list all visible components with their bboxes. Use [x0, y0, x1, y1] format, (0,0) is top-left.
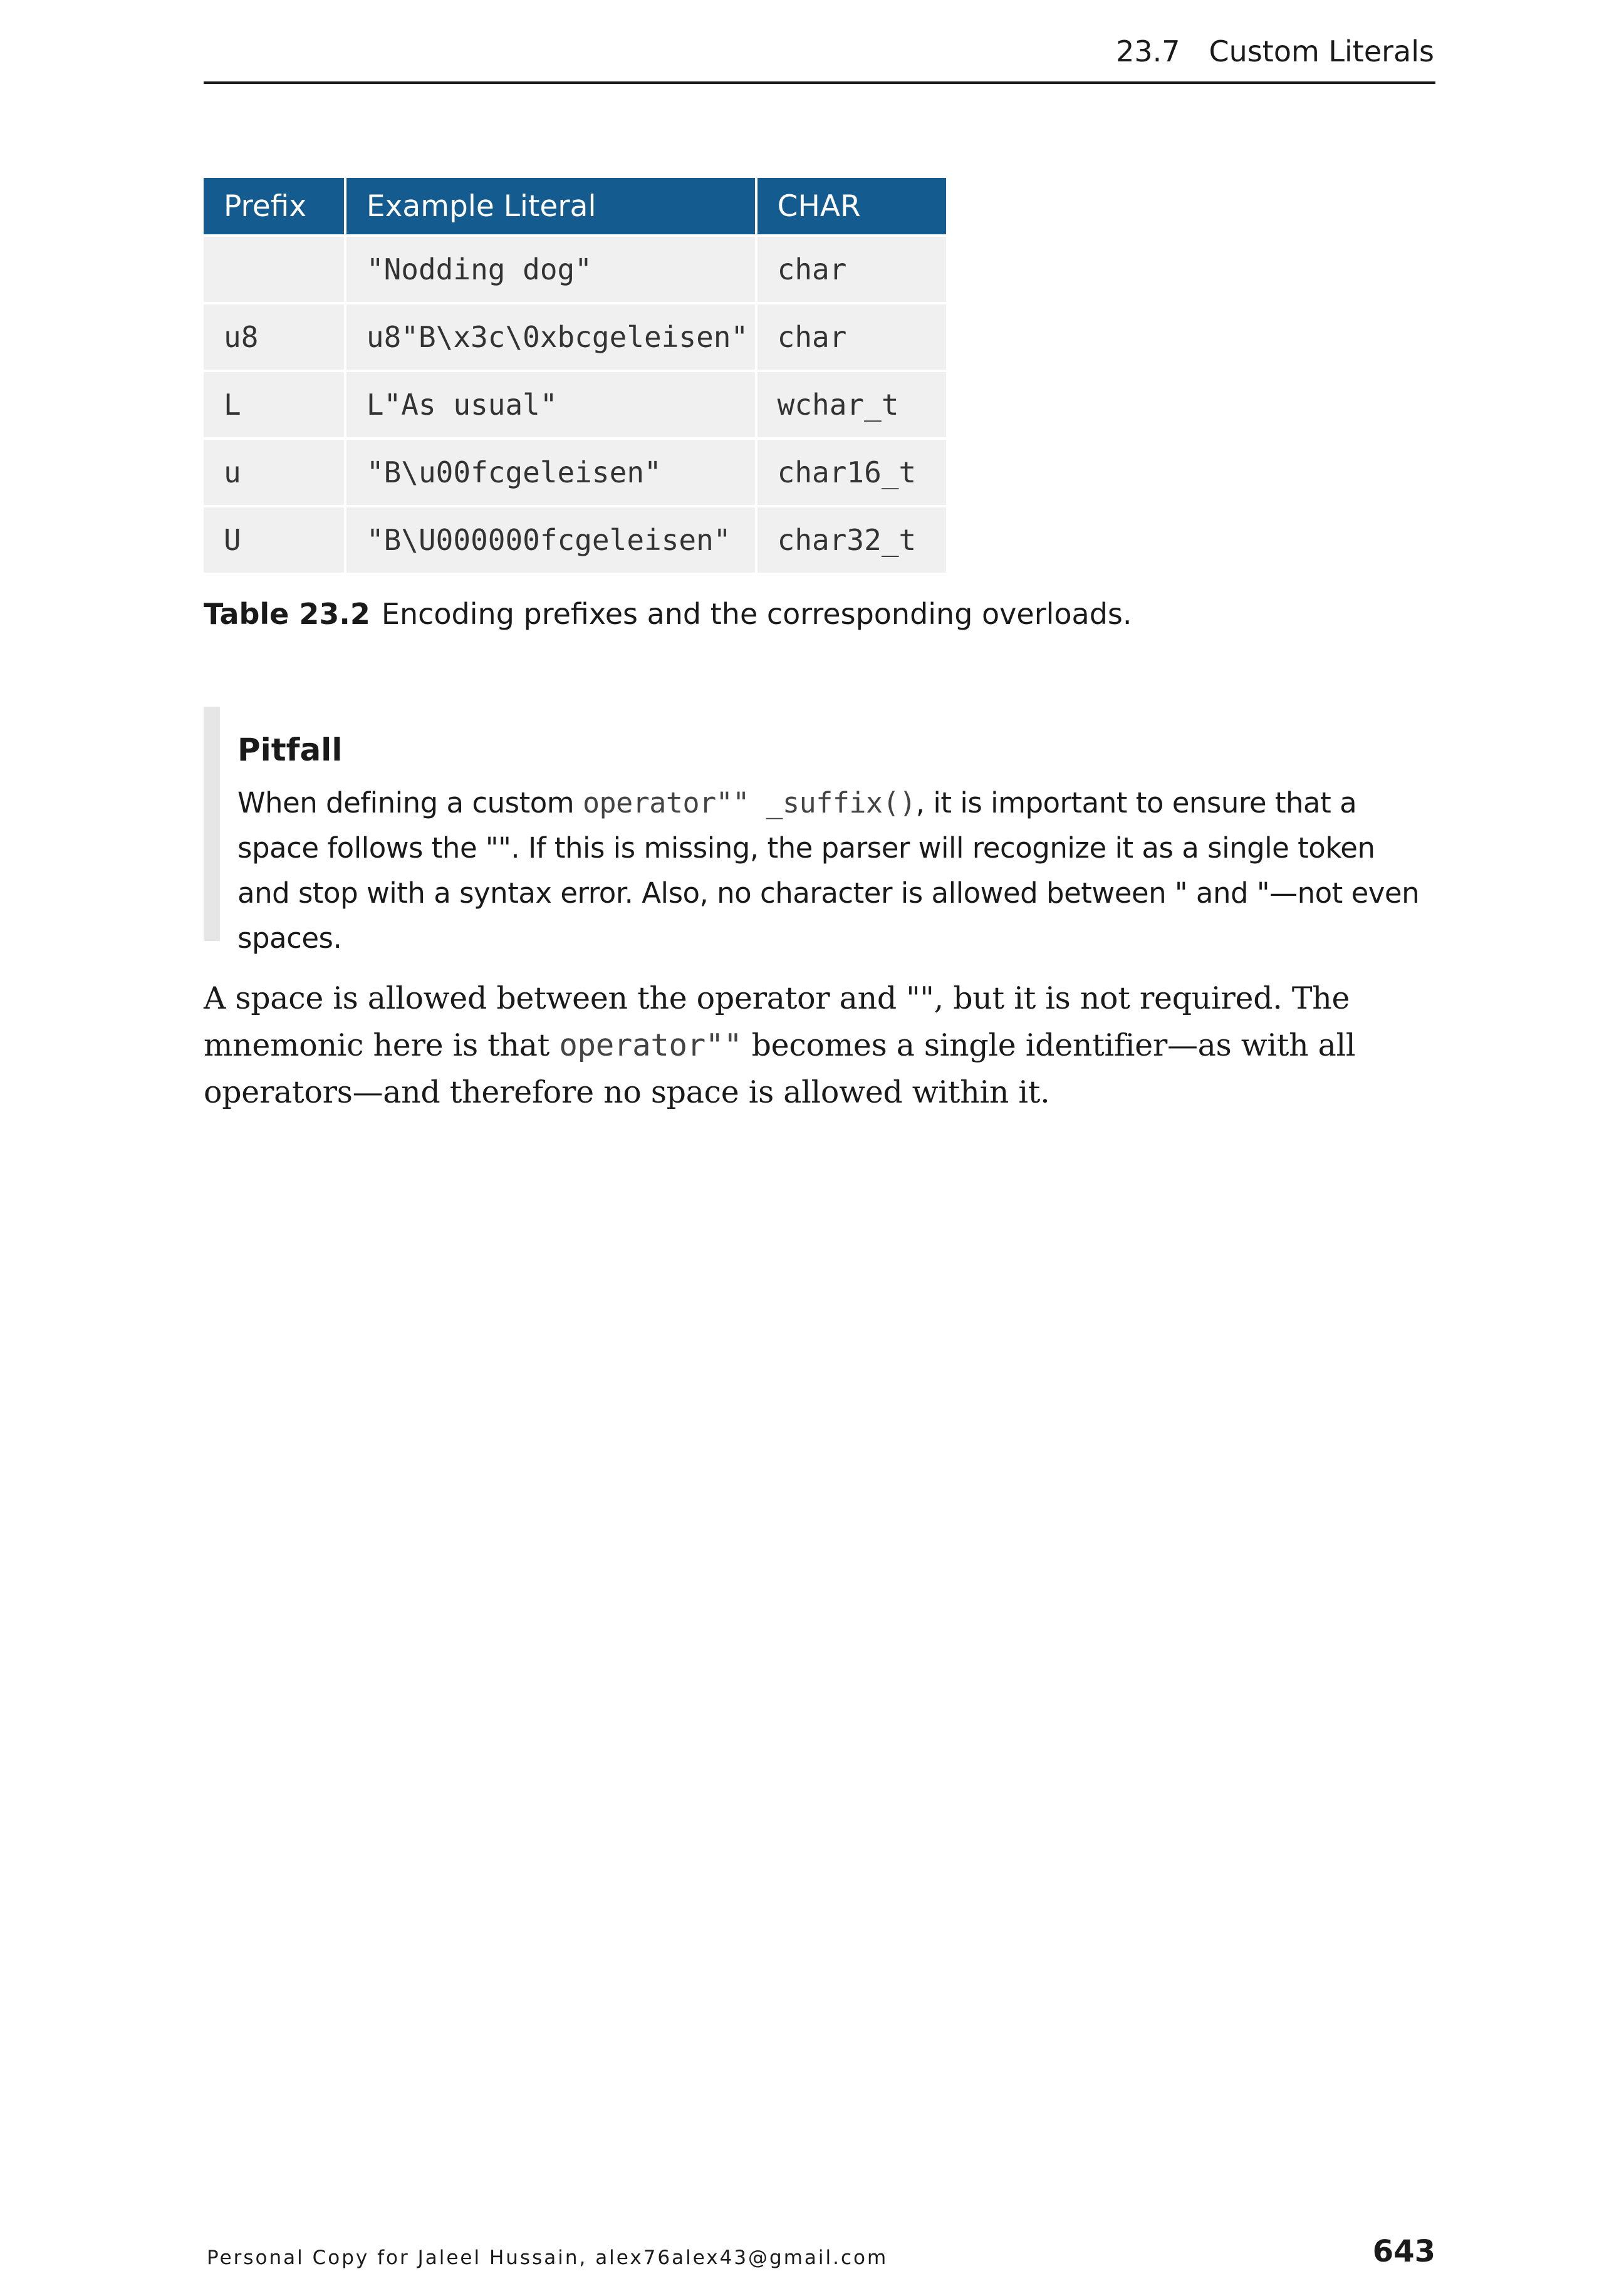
- pitfall-text-part-1: When defining a custom: [237, 786, 583, 819]
- page-number: 643: [1372, 2234, 1435, 2269]
- body-paragraph: [204, 975, 1435, 1116]
- cell-char: char: [757, 237, 946, 302]
- body-code: operator"": [559, 1027, 742, 1063]
- header-text: [1116, 34, 1434, 69]
- cell-prefix: u: [204, 440, 344, 505]
- pitfall-text: [237, 781, 1428, 961]
- table-header-row: [204, 178, 946, 234]
- body-text-part-2: becomes a single identifier—as with all operators—and therefore no space is allowed within it.: [204, 1027, 1356, 1110]
- cell-char: char32_t: [757, 507, 946, 573]
- section-number: 23.7: [1116, 34, 1180, 68]
- caption-label: Table 23.2: [204, 597, 370, 631]
- cell-prefix: [204, 237, 344, 302]
- table-caption: [204, 595, 1132, 633]
- cell-example: L"As usual": [346, 372, 755, 437]
- table-row: [204, 304, 946, 370]
- table-row: [204, 237, 946, 302]
- pitfall-text-part-2: , it is important to ensure that a space follows the "". If this is missing, the parser will recognize it as a single token and stop with a syntax error. Also, no character is allowed between " and "—not even spaces.: [237, 786, 1420, 955]
- pitfall-title: Pitfall: [237, 732, 343, 768]
- table-row: [204, 440, 946, 505]
- section-title: Custom Literals: [1209, 34, 1434, 68]
- cell-example: "B\u00fcgeleisen": [346, 440, 755, 505]
- column-header-char: CHAR: [757, 178, 946, 234]
- cell-example: u8"B\x3c\0xbcgeleisen": [346, 304, 755, 370]
- table-row: [204, 372, 946, 437]
- pitfall-code: operator"" _suffix(): [582, 786, 916, 819]
- encoding-prefixes-table: [201, 175, 949, 575]
- caption-text: Encoding prefixes and the corresponding overloads.: [381, 597, 1132, 631]
- cell-prefix: L: [204, 372, 344, 437]
- cell-prefix: u8: [204, 304, 344, 370]
- running-header: [204, 25, 1435, 84]
- cell-prefix: U: [204, 507, 344, 573]
- pitfall-box: [204, 707, 1435, 955]
- personal-copy-note: Personal Copy for Jaleel Hussain, alex76alex43@gmail.com: [207, 2247, 888, 2269]
- cell-char: wchar_t: [757, 372, 946, 437]
- body-text-part-1: A space is allowed between the operator and "", but it is not required. The mnemonic here is that: [204, 980, 1350, 1063]
- cell-char: char: [757, 304, 946, 370]
- column-header-example-literal: Example Literal: [346, 178, 755, 234]
- cell-example: "B\U000000fcgeleisen": [346, 507, 755, 573]
- table-row: [204, 507, 946, 573]
- column-header-prefix: Prefix: [204, 178, 344, 234]
- cell-char: char16_t: [757, 440, 946, 505]
- cell-example: "Nodding dog": [346, 237, 755, 302]
